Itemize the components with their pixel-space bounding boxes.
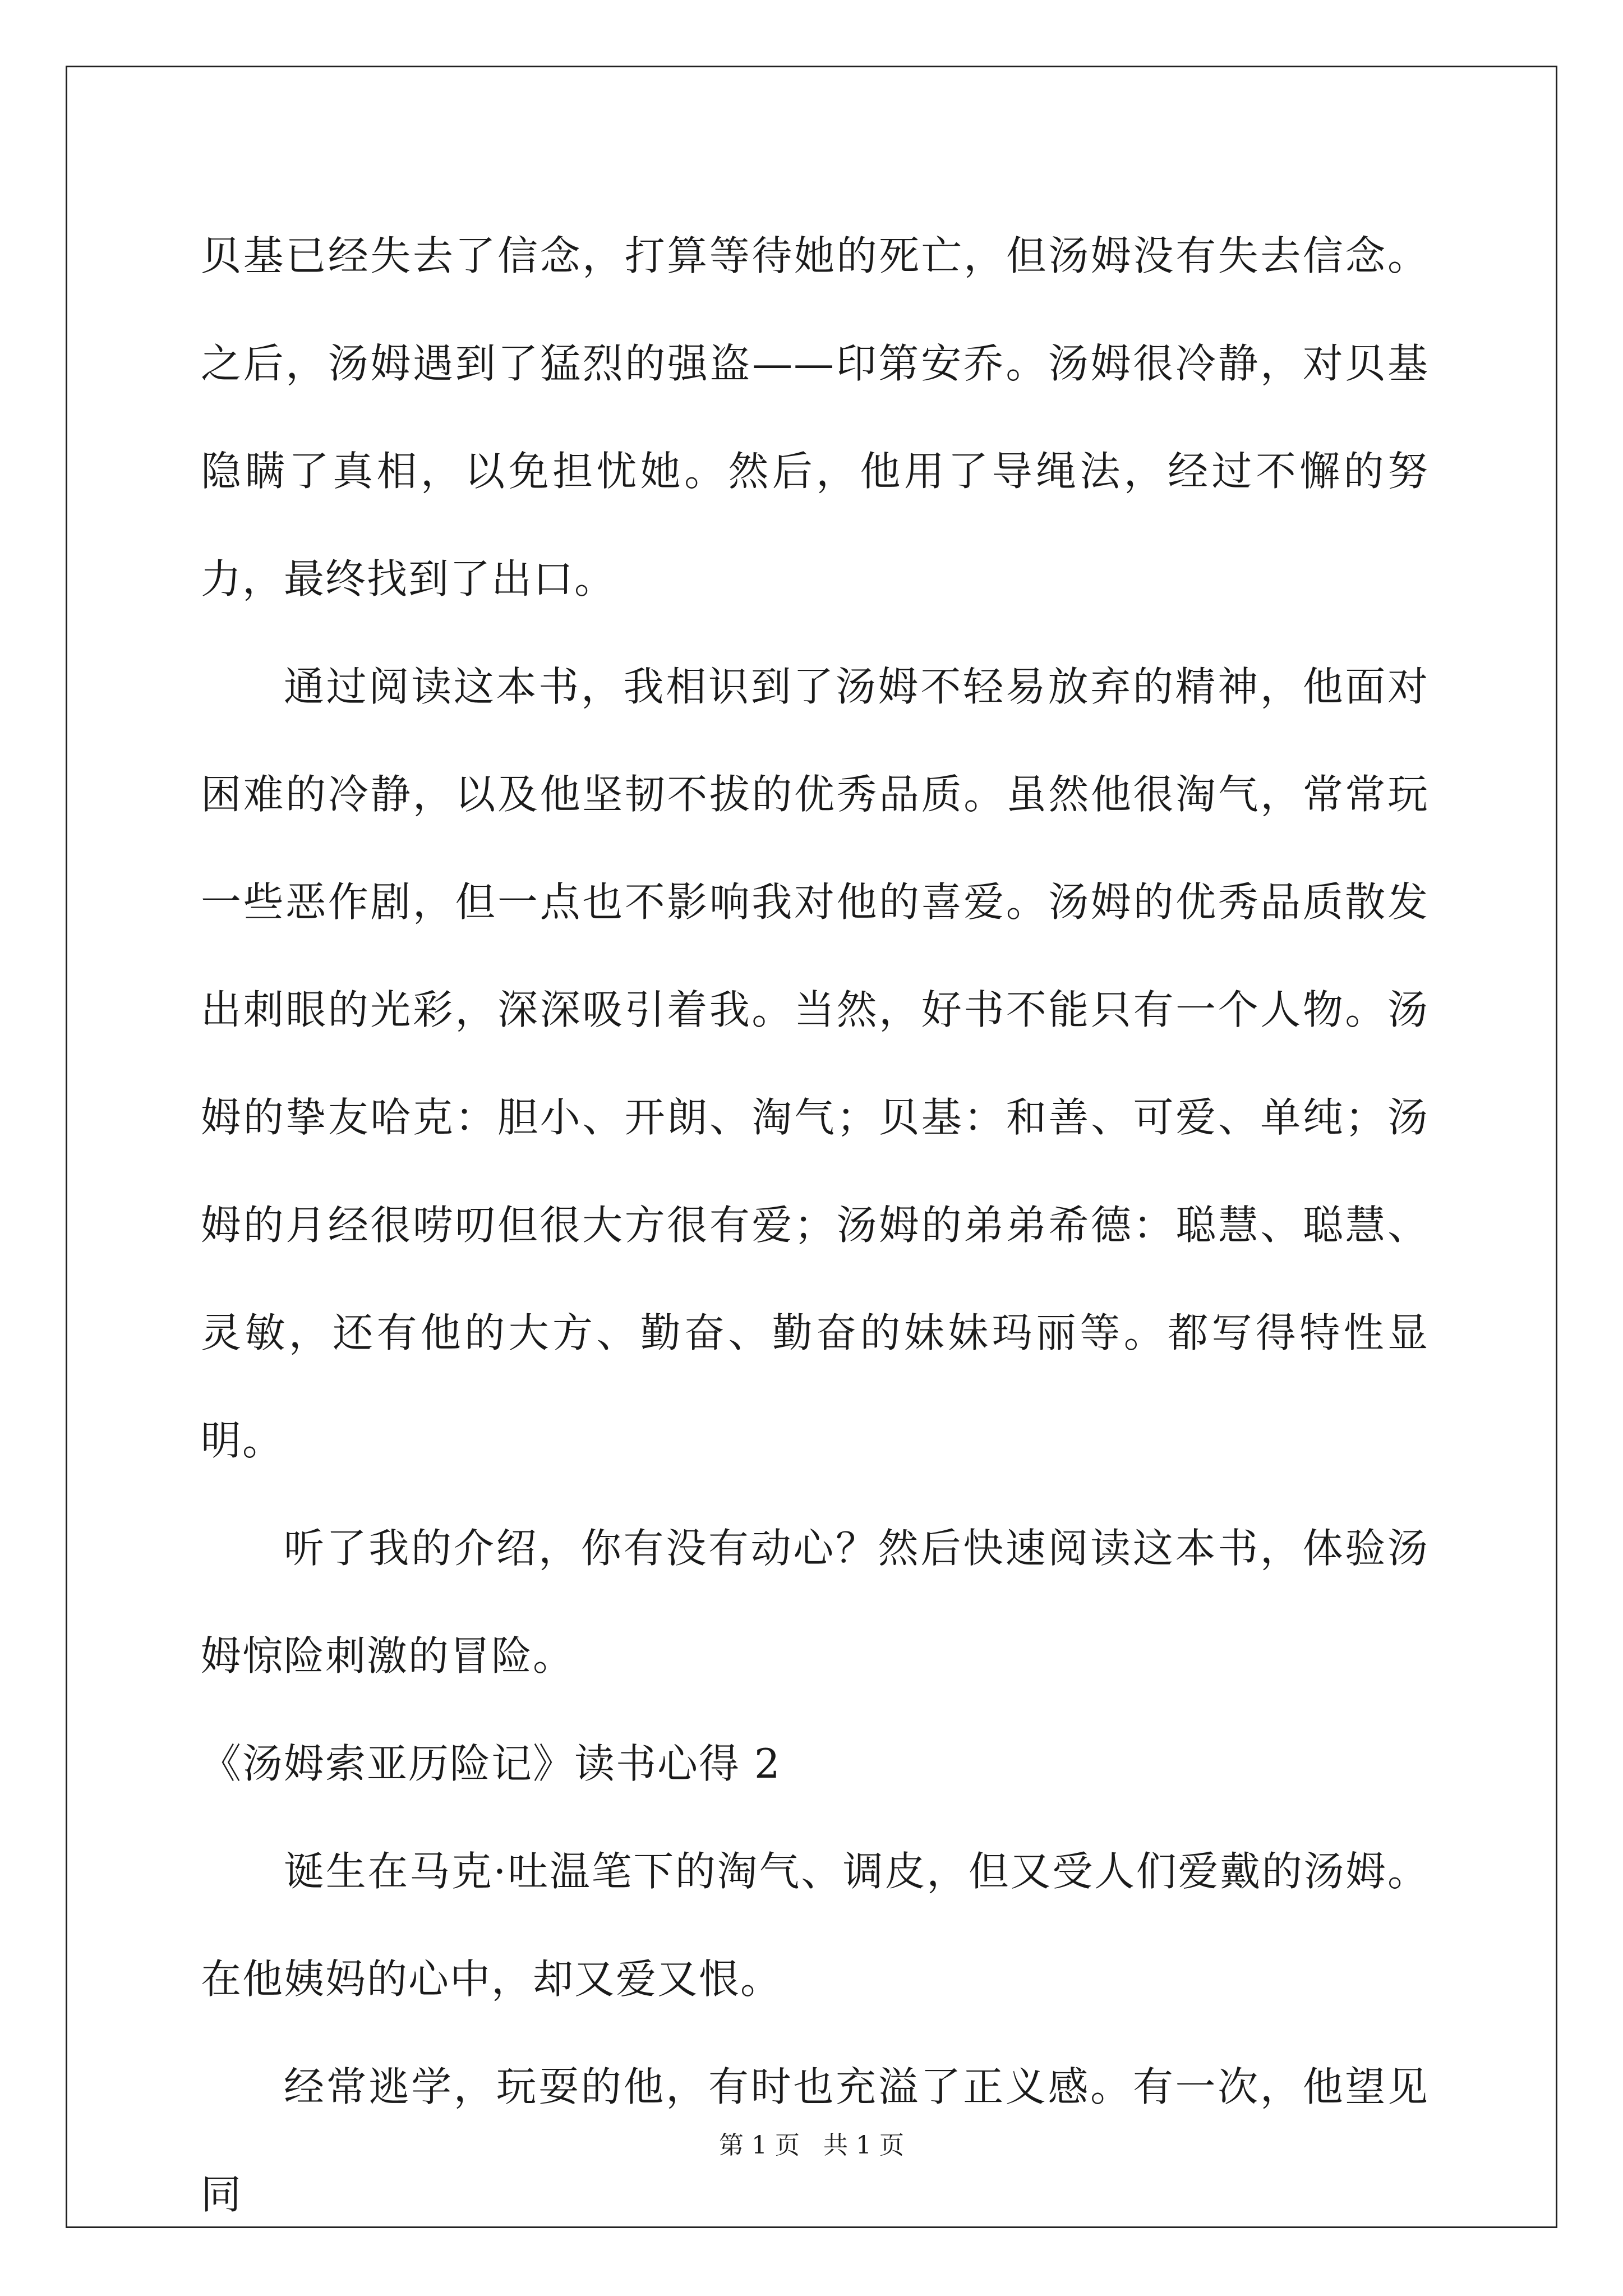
- page-footer: [0, 2129, 1623, 2162]
- paragraph-3: 听了我的介绍，你有没有动心？然后快速阅读这本书，体验汤姆惊险刺激的冒险。: [201, 1525, 1429, 1680]
- paragraph-1: 贝基已经失去了信念，打算等待她的死亡，但汤姆没有失去信念。之后，汤姆遇到了猛烈的强盗——印第安乔。汤姆很冷静，对贝基隐瞒了真相，以免担忧她。然后，他用了导绳法，经过不懈的努力，最终找到了出口。: [201, 232, 1429, 602]
- paragraph-4: 诞生在马克·吐温笔下的淘气、调皮，但又受人们爱戴的汤姆。在他姨妈的心中，却又爱又恨。: [201, 1848, 1429, 2003]
- page-total: 共 1 页: [823, 2131, 904, 2160]
- paragraph-2: 通过阅读这本书，我相识到了汤姆不轻易放弃的精神，他面对困难的冷静，以及他坚韧不拔的优秀品质。虽然他很淘气，常常玩一些恶作剧，但一点也不影响我对他的喜爱。汤姆的优秀品质散发出刺眼的光彩，深深吸引着我。当然，好书不能只有一个人物。汤姆的挚友哈克：胆小、开朗、淘气；贝基：和善、可爱、单纯；汤姆的月经很唠叨但很大方很有爱；汤姆的弟弟希德：聪慧、聪慧、灵敏，还有他的大方、勤奋、勤奋的妹妹玛丽等。都写得特性显明。: [201, 663, 1429, 1464]
- page-number: 第 1 页: [719, 2131, 800, 2160]
- footer-spacer: [800, 2131, 823, 2160]
- paragraph-5: 经常逃学，玩耍的他，有时也充溢了正义感。有一次，他望见同: [201, 2063, 1429, 2218]
- section-heading: 《汤姆索亚历险记》读书心得 2: [201, 1740, 781, 1787]
- document-body: [201, 202, 1429, 2248]
